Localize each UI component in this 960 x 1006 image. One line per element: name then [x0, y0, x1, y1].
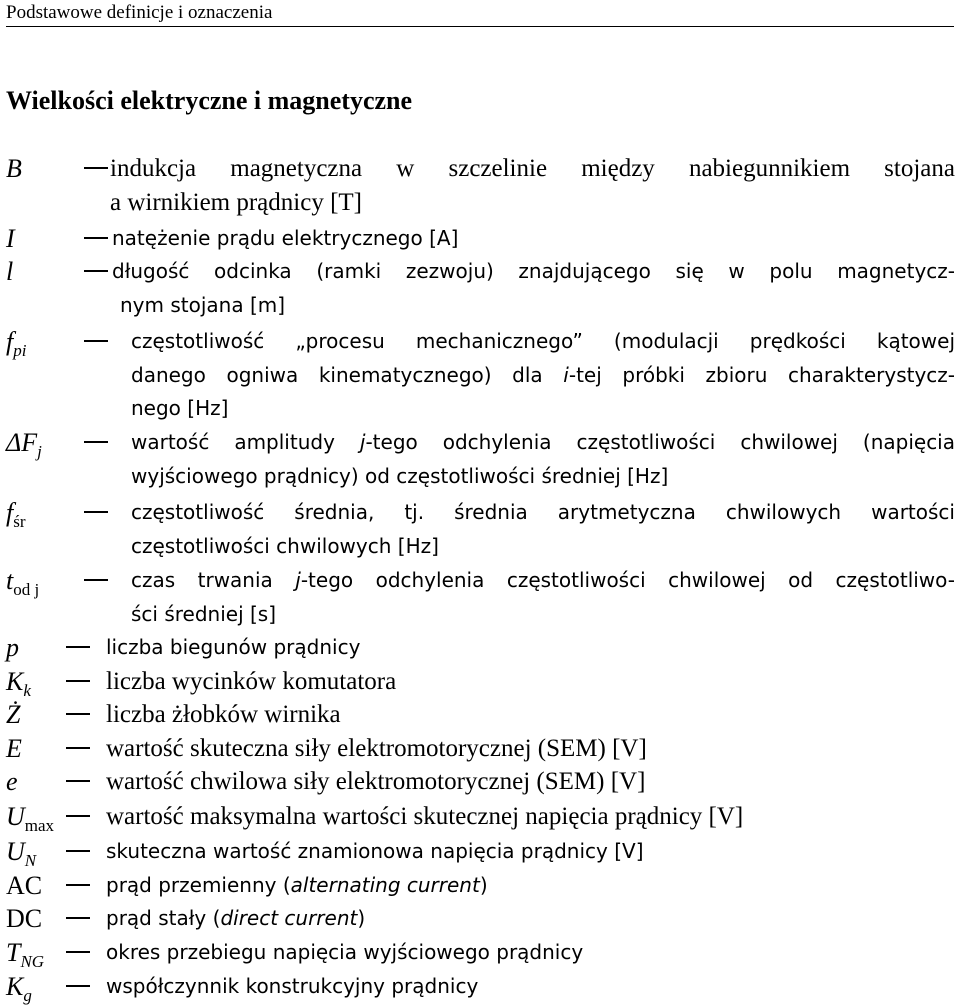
symbol: Ż: [6, 700, 21, 729]
symbol: $f_{śr}$: [6, 498, 26, 531]
symbol: $U_{max}$: [6, 802, 55, 835]
dash: [66, 850, 90, 852]
definition-entry-tod: [0, 564, 960, 631]
dash: [84, 270, 108, 272]
definition-entry-z: [0, 698, 960, 731]
definition-entry-l: [0, 255, 960, 322]
running-header: [6, 0, 954, 27]
symbol: $K_k$: [6, 667, 31, 700]
definition-entry-dc: [0, 902, 960, 935]
definition-entry-i: [0, 222, 960, 255]
symbol: l: [6, 257, 14, 286]
definition-entry-kg: [0, 970, 960, 1003]
definition-text: liczba żłobków wirnika: [106, 701, 341, 728]
definition-text: liczba wycinków komutatora: [106, 668, 397, 695]
definition-text: prąd przemienny (alternating current): [106, 873, 488, 897]
definition-entry-fsr: [0, 496, 960, 563]
definition-entry-umax: [0, 800, 960, 833]
definition-text: indukcja magnetyczna w szczelinie między nabiegunnikiem stojana a wirnikiem prądnicy [T]: [110, 155, 955, 216]
symbol: $U_N$: [6, 837, 37, 870]
dash: [66, 917, 90, 919]
definition-text: okres przebiegu napięcia wyjściowego prądnicy: [106, 940, 584, 964]
definition-text: prąd stały (direct current): [106, 906, 366, 930]
definition-entry-un: [0, 835, 960, 868]
symbol: p: [6, 633, 19, 662]
definition-text: wartość amplitudy j-tego odchylenia częstotliwości chwilowej (napięcia wyjściowego prądnicy) od częstotliwości średniej [Hz]: [131, 430, 955, 488]
symbol: $K_g$: [6, 972, 32, 1005]
definition-entry-b: [0, 152, 960, 219]
dash: [84, 237, 108, 239]
symbol: DC: [6, 904, 43, 933]
definition-entry-tng: [0, 936, 960, 969]
definition-text: częstotliwość „procesu mechanicznego” (modulacji prędkości kątowej danego ogniwa kinematycznego) dla i-tej próbki zbioru charakterystycz- nego [Hz]: [131, 329, 955, 420]
dash: [66, 747, 90, 749]
definition-text: czas trwania j-tego odchylenia częstotliwości chwilowej od częstotliwo- ści średniej [s]: [131, 568, 955, 626]
symbol: I: [6, 224, 15, 253]
definition-entry-e-lower: [0, 765, 960, 798]
definition-entry-kk: [0, 665, 960, 698]
symbol: AC: [6, 871, 43, 900]
definition-entry-delta-fj: [0, 426, 960, 493]
dash: [84, 441, 108, 443]
dash: [66, 780, 90, 782]
dash: [66, 815, 90, 817]
dash: [66, 713, 90, 715]
dash: [66, 951, 90, 953]
dash: [66, 680, 90, 682]
definition-text: wartość chwilowa siły elektromotorycznej (SEM) [V]: [106, 768, 646, 795]
definition-text: skuteczna wartość znamionowa napięcia prądnicy [V]: [106, 839, 644, 863]
symbol: E: [6, 734, 22, 763]
definition-text: wartość skuteczna siły elektromotorycznej (SEM) [V]: [106, 735, 647, 762]
definition-entry-p: [0, 631, 960, 664]
dash: [66, 985, 90, 987]
running-header-title: Podstawowe definicje i oznaczenia: [6, 2, 273, 23]
definition-text: natężenie prądu elektrycznego [A]: [112, 226, 459, 250]
symbol: B: [6, 154, 22, 183]
definition-entry-e-upper: [0, 732, 960, 765]
dash: [84, 167, 108, 169]
symbol: $T_{NG}$: [6, 938, 45, 971]
symbol: $\Delta F_j$: [6, 428, 42, 461]
symbol: e: [6, 767, 18, 796]
definition-text: współczynnik konstrukcyjny prądnicy: [106, 974, 479, 998]
definition-entry-ac: [0, 869, 960, 902]
symbol: $t_{od j}$: [6, 566, 40, 599]
dash: [66, 646, 90, 648]
dash: [84, 511, 108, 513]
dash: [84, 579, 108, 581]
dash: [66, 884, 90, 886]
symbol: $f_{pi}$: [6, 327, 27, 360]
definition-text: częstotliwość średnia, tj. średnia arytmetyczna chwilowych wartości częstotliwości chwilowych [Hz]: [131, 500, 955, 558]
definition-text: liczba biegunów prądnicy: [106, 635, 361, 659]
section-title: Wielkości elektryczne i magnetyczne: [6, 86, 413, 115]
dash: [84, 340, 108, 342]
definition-text: wartość maksymalna wartości skutecznej napięcia prądnicy [V]: [106, 803, 744, 830]
definition-text: długość odcinka (ramki zezwoju) znajdującego się w polu magnetycz- nym stojana [m]: [112, 259, 955, 317]
